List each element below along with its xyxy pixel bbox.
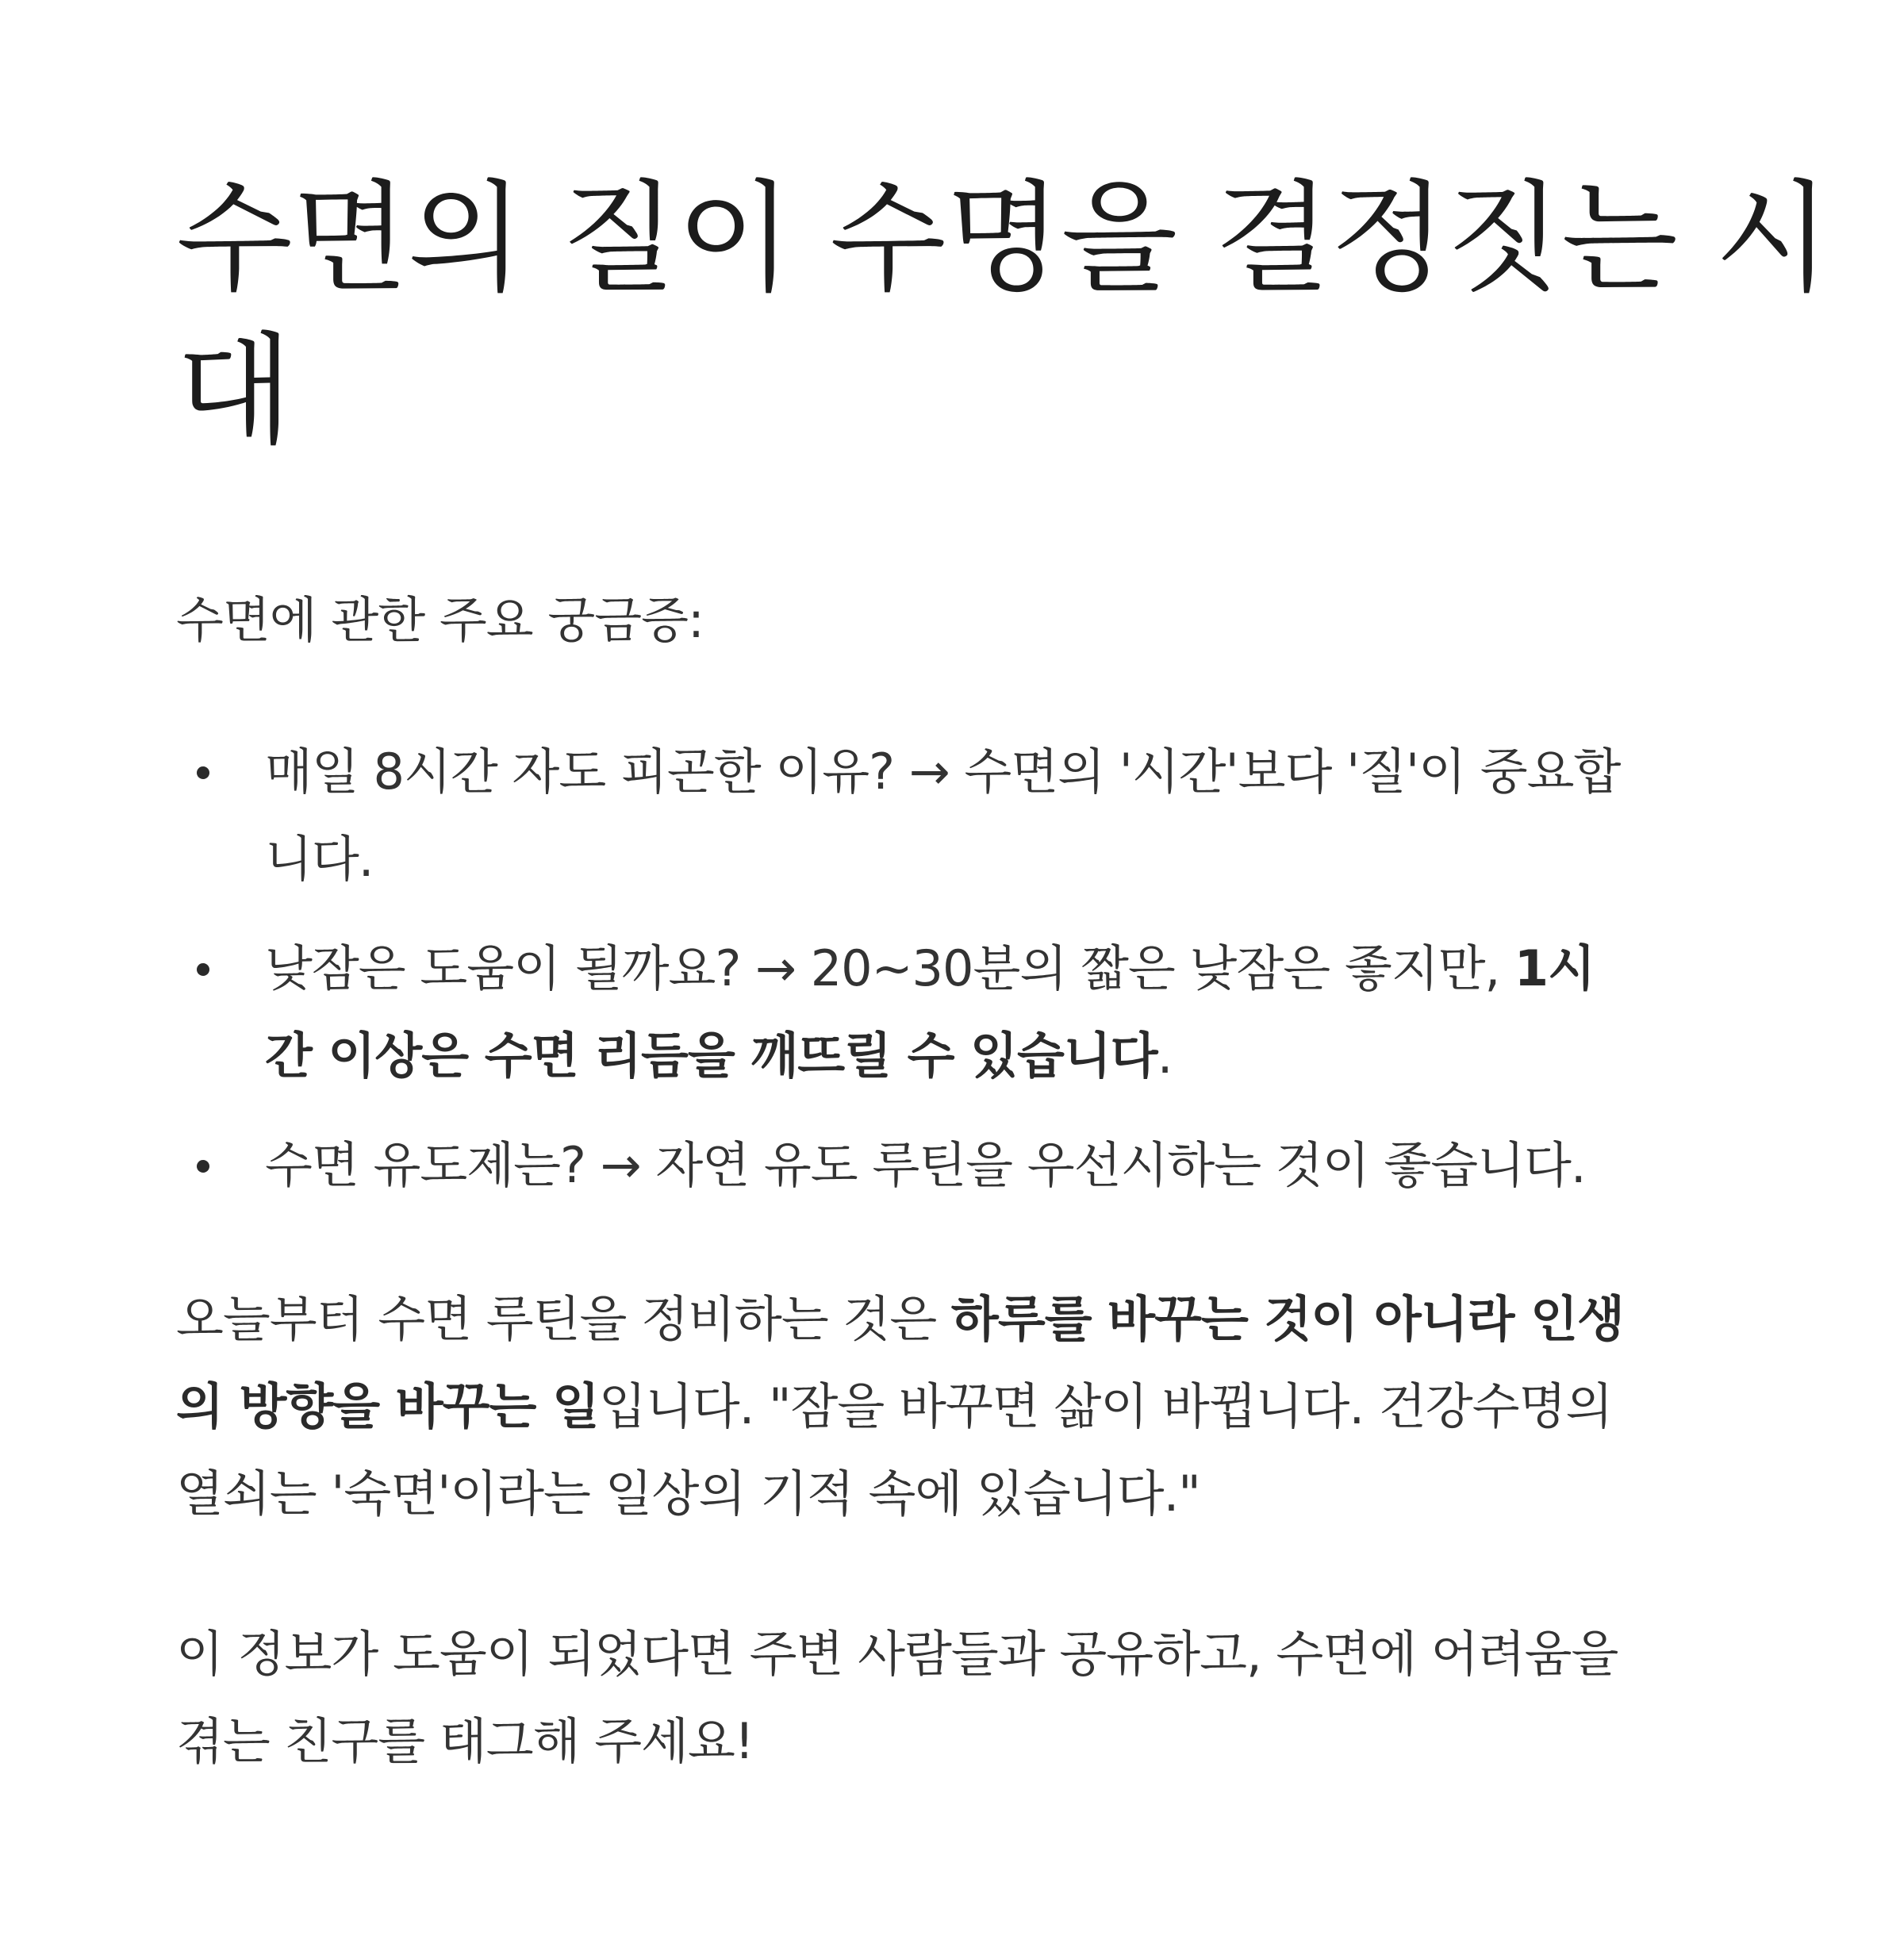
faq-2-line-2 (265, 1012, 1755, 1100)
faq-2-emphasis-start: 1시 (1514, 939, 1595, 997)
bullet-icon (197, 1160, 209, 1173)
faq-2-line-1 (265, 925, 1755, 1012)
faq-2-period: . (1157, 1027, 1173, 1085)
cta-line-1: 이 정보가 도움이 되었다면 주변 사람들과 공유하고, 수면에 어려움을 (176, 1625, 1618, 1683)
list-item (176, 1122, 1755, 1209)
bullet-icon (197, 963, 209, 976)
conclusion-emphasis-2: 의 방향을 바꾸는 일 (176, 1377, 599, 1435)
conclusion-line-1 (176, 1276, 1624, 1363)
title-line-1: 수면의 질이 수명을 결정짓는 시 (176, 168, 1831, 309)
call-to-action (176, 1611, 1618, 1785)
list-item (176, 925, 1755, 1100)
page-title (176, 163, 1831, 467)
title-line-2: 대 (176, 321, 292, 461)
faq-1-line-2: 니다. (265, 830, 374, 888)
conclusion-line-2 (176, 1363, 1624, 1450)
faq-2-text: 낮잠은 도움이 될까요? → 20~30분의 짧은 낮잠은 좋지만, (265, 939, 1514, 997)
conclusion-line-3: 열쇠는 '숙면'이라는 일상의 기적 속에 있습니다." (176, 1465, 1200, 1523)
faq-3-line-1: 수면 유도제는? → 자연 유도 루틴을 우선시하는 것이 좋습니다. (265, 1136, 1586, 1194)
conclusion-paragraph (176, 1276, 1624, 1538)
list-item (176, 728, 1755, 903)
conclusion-text-1: 오늘부터 수면 루틴을 정비하는 것은 (176, 1290, 951, 1348)
cta-line-2: 겪는 친구를 태그해 주세요! (176, 1712, 754, 1770)
faq-1-line-1: 매일 8시간 자도 피곤한 이유? → 수면의 '시간'보다 '질'이 중요합 (265, 743, 1621, 801)
faq-2-emphasis: 간 이상은 수면 리듬을 깨뜨릴 수 있습니다 (265, 1027, 1157, 1085)
faq-list (176, 728, 1755, 1231)
faq-intro: 수면에 관한 주요 궁금증: (176, 591, 704, 649)
conclusion-text-2: 입니다. "잠을 바꾸면 삶이 바뀝니다. 건강수명의 (598, 1377, 1613, 1435)
bullet-icon (197, 766, 209, 779)
conclusion-emphasis-1: 하루를 바꾸는 것이 아니라 인생 (950, 1290, 1624, 1348)
